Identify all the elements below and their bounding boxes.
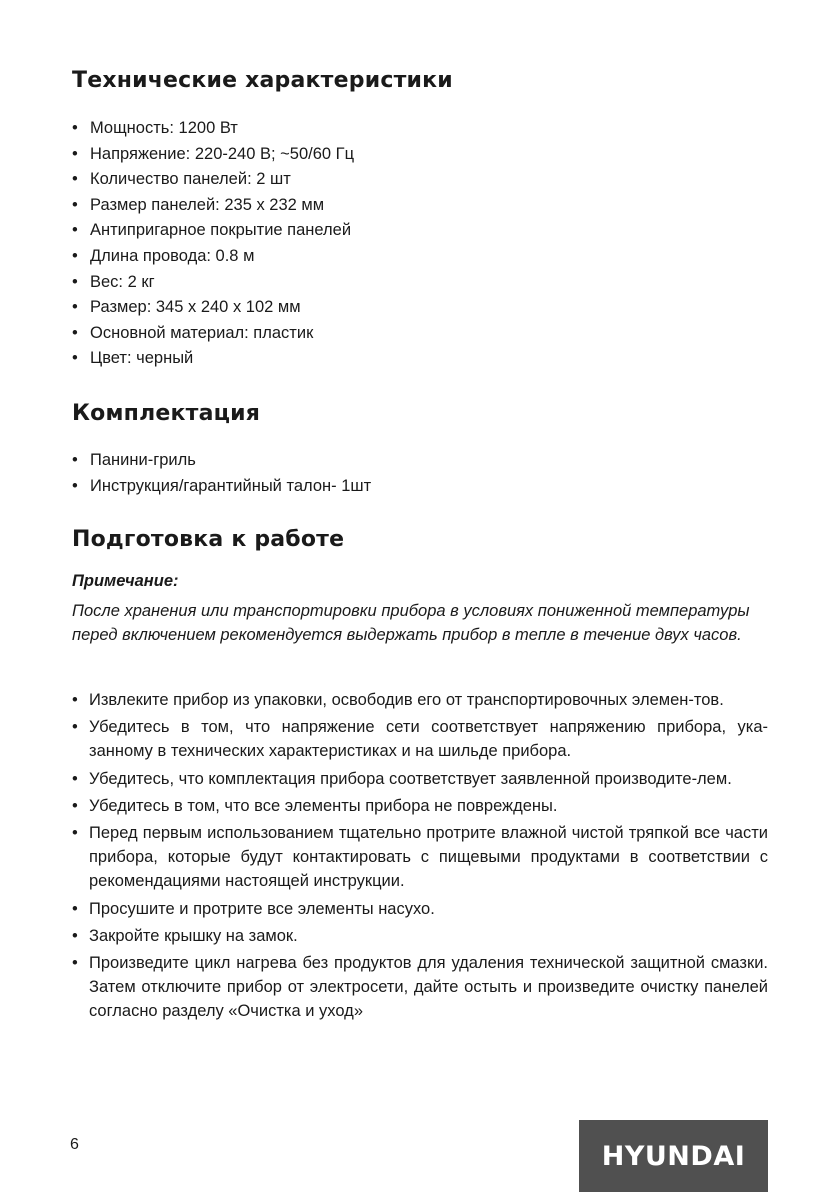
list-item: • Размер панелей: 235 х 232 мм — [72, 193, 354, 219]
list-item: • Убедитесь в том, что напряжение сети соответствует напряжению прибора, ука-занному в технических характеристиках и на шильде прибора. — [72, 715, 768, 763]
list-item: • Закройте крышку на замок. — [72, 924, 768, 948]
brand-logo-text: HYUNDAI — [601, 1140, 746, 1172]
note-label: Примечание: — [72, 572, 179, 590]
specs-list — [72, 116, 354, 372]
list-item: • Размер: 345 х 240 х 102 мм — [72, 295, 354, 321]
list-item: • Количество панелей: 2 шт — [72, 167, 354, 193]
brand-logo — [579, 1120, 768, 1192]
list-item: • Основной материал: пластик — [72, 321, 354, 347]
list-item: • Перед первым использованием тщательно протрите влажной чистой тряпкой все части прибора, которые будут контактировать с пищевыми продуктами в соответствии с рекомендациями настоящей инструкции. — [72, 821, 768, 894]
list-item: • Цвет: черный — [72, 346, 354, 372]
list-item: • Длина провода: 0.8 м — [72, 244, 354, 270]
page-number: 6 — [70, 1136, 79, 1153]
list-item: • Инструкция/гарантийный талон- 1шт — [72, 474, 371, 500]
list-item: • Извлеките прибор из упаковки, освободив его от транспортировочных элемен-тов. — [72, 688, 768, 712]
list-item: • Антипригарное покрытие панелей — [72, 218, 354, 244]
list-item: • Мощность: 1200 Вт — [72, 116, 354, 142]
list-item: • Панини-гриль — [72, 448, 371, 474]
kit-heading: Комплектация — [72, 401, 261, 426]
list-item: • Вес: 2 кг — [72, 270, 354, 296]
kit-list — [72, 448, 371, 499]
list-item: • Напряжение: 220-240 В; ~50/60 Гц — [72, 142, 354, 168]
list-item: • Убедитесь в том, что все элементы прибора не повреждены. — [72, 794, 768, 818]
prep-heading: Подготовка к работе — [72, 527, 345, 552]
list-item: • Убедитесь, что комплектация прибора соответствует заявленной производите-лем. — [72, 767, 768, 791]
list-item: • Произведите цикл нагрева без продуктов для удаления технической защитной смазки. Затем отключите прибор от электросети, дайте остыть и произведите очистку панелей согласно разделу «Очистка и уход» — [72, 951, 768, 1024]
list-item: • Просушите и протрите все элементы насухо. — [72, 897, 768, 921]
note-text: После хранения или транспортировки прибора в условиях пониженной температуры перед включением рекомендуется выдержать прибор в тепле в течение двух часов. — [72, 602, 750, 644]
prep-steps-list — [72, 688, 768, 1027]
specs-heading: Технические характеристики — [72, 68, 453, 93]
